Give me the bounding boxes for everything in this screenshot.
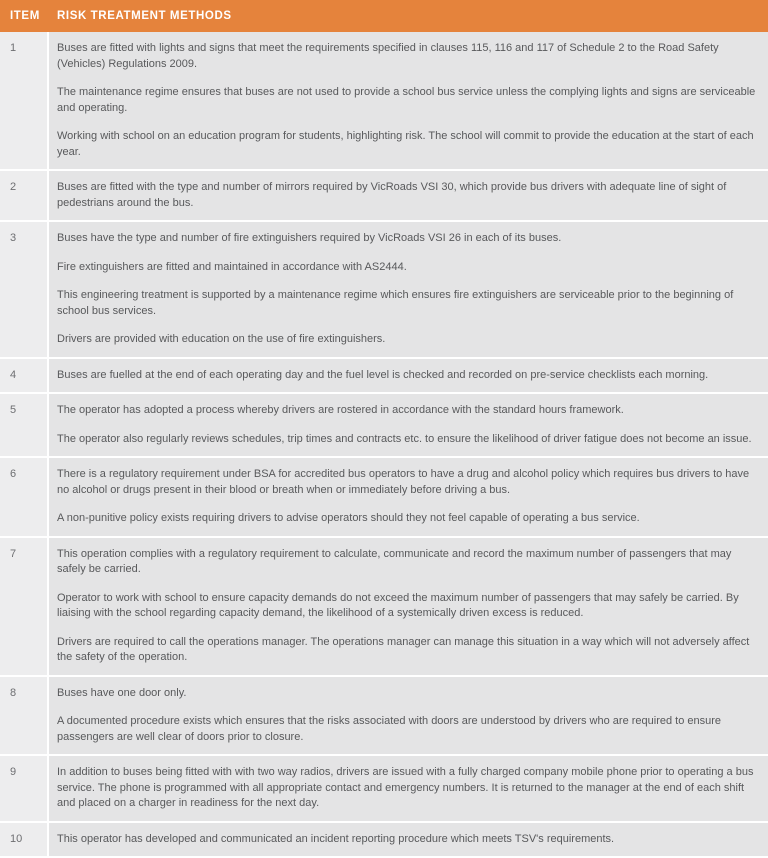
row-risk-treatment-cell <box>49 359 768 393</box>
risk-treatment-paragraph: This operation complies with a regulatory requirement to calculate, communicate and record the maximum number of passengers that may safely be carried. <box>57 547 758 578</box>
risk-treatment-paragraph: There is a regulatory requirement under BSA for accredited bus operators to have a drug and alcohol policy which requires bus drivers to have no alcohol or drugs present in their blood or breath when or immediately before driving a bus. <box>57 467 758 498</box>
table-row <box>0 222 768 359</box>
table-row <box>0 171 768 222</box>
row-risk-treatment-cell <box>49 458 768 536</box>
risk-treatment-paragraph: Fire extinguishers are fitted and maintained in accordance with AS2444. <box>57 260 758 276</box>
table-row <box>0 538 768 677</box>
row-risk-treatment-cell <box>49 677 768 755</box>
row-risk-treatment-cell <box>49 222 768 357</box>
row-item-number: 7 <box>0 538 49 675</box>
row-item-number: 2 <box>0 171 49 220</box>
table-row <box>0 359 768 395</box>
row-risk-treatment-cell <box>49 32 768 169</box>
risk-treatment-paragraph: Drivers are provided with education on the use of fire extinguishers. <box>57 332 758 348</box>
table-row <box>0 823 768 858</box>
risk-treatment-paragraph: The maintenance regime ensures that buses are not used to provide a school bus service unless the complying lights and signs are serviceable and operating. <box>57 85 758 116</box>
risk-treatment-paragraph: Drivers are required to call the operations manager. The operations manager can manage this situation in a way which will not adversely affect the safety of the operation. <box>57 635 758 666</box>
risk-treatment-paragraph: The operator also regularly reviews schedules, trip times and contracts etc. to ensure the likelihood of driver fatigue does not become an issue. <box>57 432 758 448</box>
column-header-item: ITEM <box>0 10 49 22</box>
row-risk-treatment-cell <box>49 394 768 456</box>
row-item-number: 4 <box>0 359 49 393</box>
column-header-risk-treatment-methods: RISK TREATMENT METHODS <box>49 10 768 22</box>
risk-treatment-paragraph: This engineering treatment is supported by a maintenance regime which ensures fire extinguishers are serviceable prior to the beginning of school bus services. <box>57 288 758 319</box>
risk-treatment-paragraph: A documented procedure exists which ensures that the risks associated with doors are understood by drivers who are required to ensure passengers are well clear of doors prior to closure. <box>57 714 758 745</box>
row-item-number: 10 <box>0 823 49 857</box>
risk-treatment-paragraph: This operator has developed and communicated an incident reporting procedure which meets TSV's requirements. <box>57 832 758 848</box>
row-item-number: 8 <box>0 677 49 755</box>
row-item-number: 6 <box>0 458 49 536</box>
row-risk-treatment-cell <box>49 171 768 220</box>
risk-treatment-paragraph: Buses have one door only. <box>57 686 758 702</box>
table-row <box>0 458 768 538</box>
risk-treatment-paragraph: The operator has adopted a process whereby drivers are rostered in accordance with the standard hours framework. <box>57 403 758 419</box>
risk-treatment-paragraph: Buses are fitted with lights and signs that meet the requirements specified in clauses 115, 116 and 117 of Schedule 2 to the Road Safety (Vehicles) Regulations 2009. <box>57 41 758 72</box>
risk-treatment-paragraph: In addition to buses being fitted with with two way radios, drivers are issued with a fully charged company mobile phone prior to operating a bus service. The phone is programmed with all appropriate contact and emergency numbers. It is returned to the manager at the end of each shift and placed on a charger in readiness for the next day. <box>57 765 758 812</box>
table-row <box>0 756 768 823</box>
table-row <box>0 394 768 458</box>
table-row <box>0 32 768 171</box>
risk-treatment-paragraph: Buses have the type and number of fire extinguishers required by VicRoads VSI 26 in each of its buses. <box>57 231 758 247</box>
row-risk-treatment-cell <box>49 823 768 857</box>
table-body <box>0 32 768 858</box>
row-item-number: 9 <box>0 756 49 821</box>
risk-treatment-paragraph: Operator to work with school to ensure capacity demands do not exceed the maximum number of passengers that may safely be carried. By liaising with the school regarding capacity demand, the likelihood of a systemically driven excess is reduced. <box>57 591 758 622</box>
row-item-number: 3 <box>0 222 49 357</box>
risk-treatment-paragraph: Working with school on an education program for students, highlighting risk. The school will commit to provide the education at the start of each year. <box>57 129 758 160</box>
row-item-number: 5 <box>0 394 49 456</box>
risk-treatment-paragraph: Buses are fuelled at the end of each operating day and the fuel level is checked and recorded on pre-service checklists each morning. <box>57 368 758 384</box>
risk-treatment-paragraph: A non-punitive policy exists requiring drivers to advise operators should they not feel capable of operating a bus service. <box>57 511 758 527</box>
risk-treatment-paragraph: Buses are fitted with the type and number of mirrors required by VicRoads VSI 30, which provide bus drivers with adequate line of sight of pedestrians around the bus. <box>57 180 758 211</box>
row-risk-treatment-cell <box>49 538 768 675</box>
table-row <box>0 677 768 757</box>
table-header-row <box>0 0 768 32</box>
row-item-number: 1 <box>0 32 49 169</box>
